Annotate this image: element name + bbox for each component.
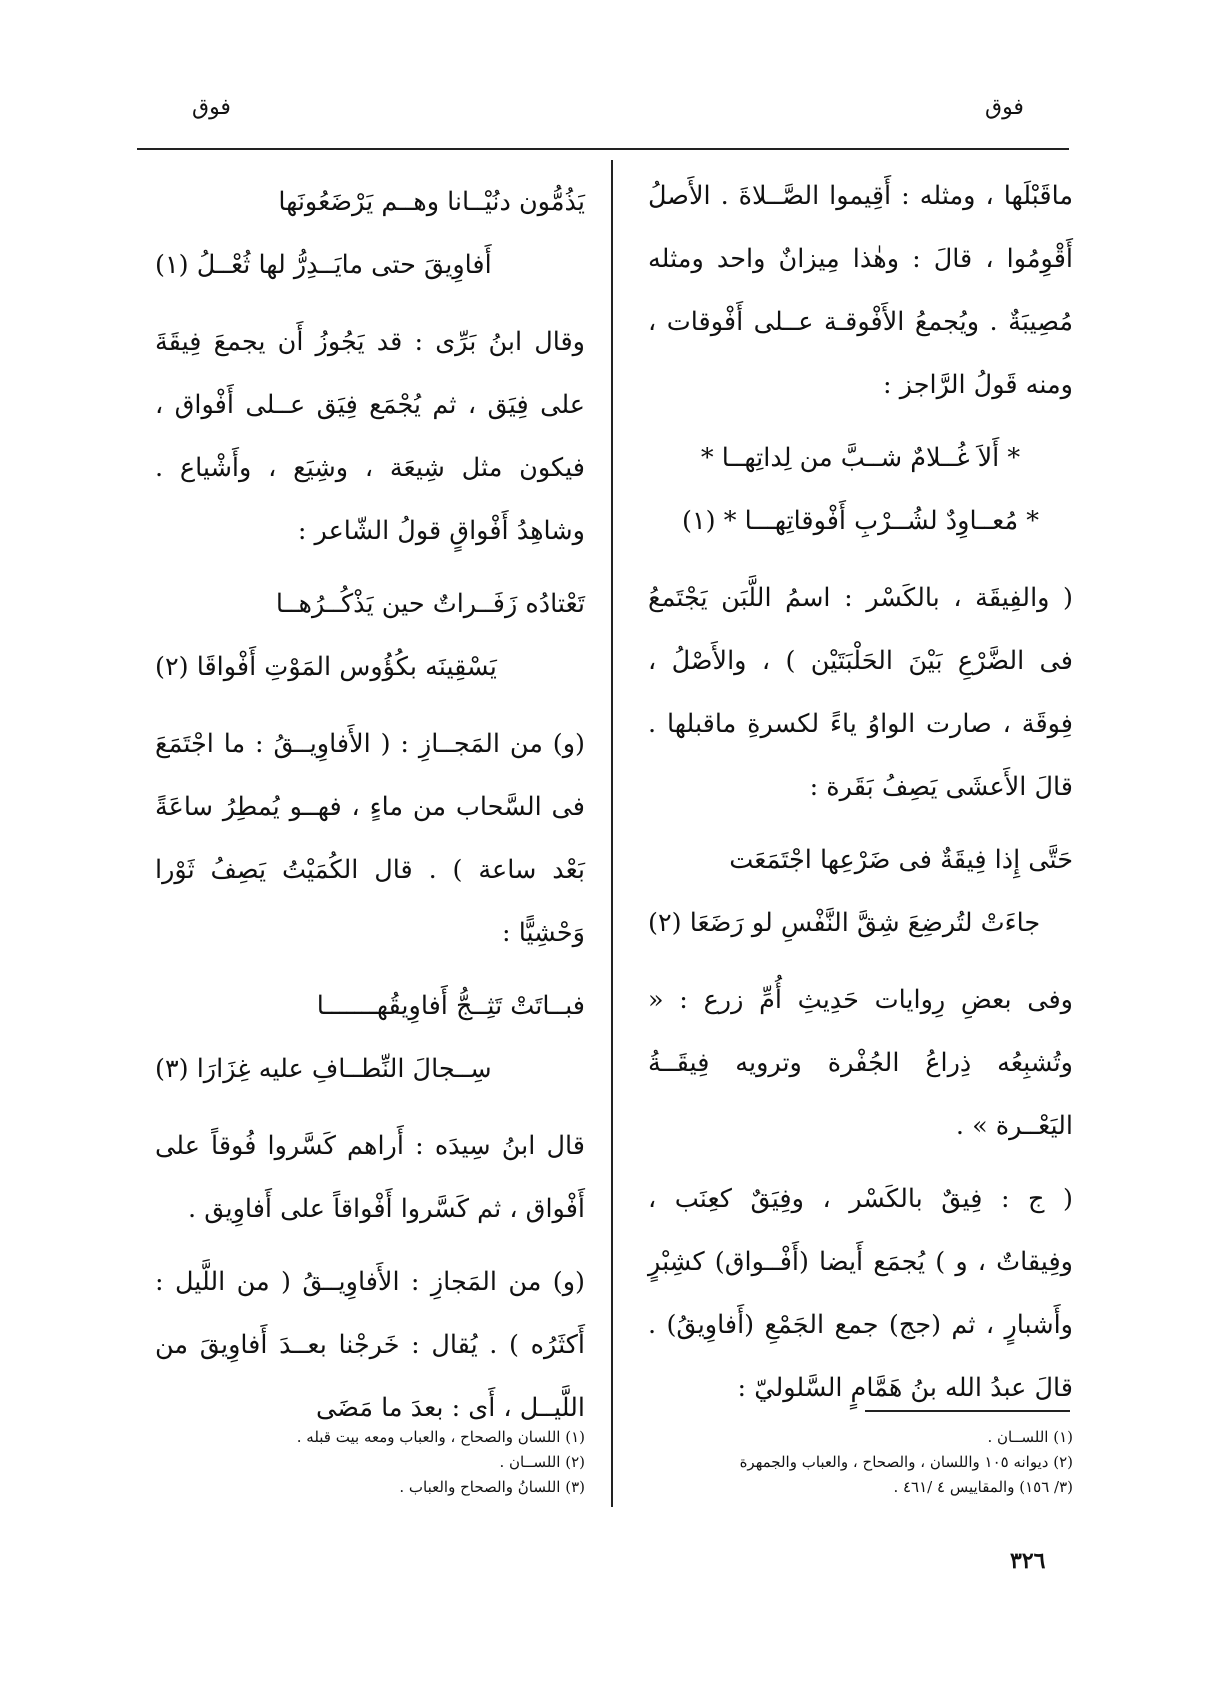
right-verse-1-line-1: * أَلاَ غُــلامٌ شــبَّ من لِداتِهــا * xyxy=(700,443,1021,473)
footnote-left-2: (٢) اللســان . xyxy=(499,1453,585,1471)
right-verse-2 xyxy=(648,829,1073,955)
right-verse-1-line-2: * مُعــاوِدٌ لشُــرْبِ أَفْوقاتِهـــا * (١) xyxy=(682,506,1039,536)
running-header-right: فوق xyxy=(985,95,1024,120)
left-verse-1-line-1: يَذُمُّون دنُيْــانا وهــم يَرْضَعُونَها xyxy=(278,187,585,217)
right-verse-2-line-1: حَتَّى إِذا فِيقَةٌ فى ضَرْعِها اجْتَمَعَت xyxy=(729,845,1073,875)
right-paragraph-2: ( والفِيقَة ، بالكَسْر : اسمُ اللَّبَن يَجْتَمعُ فى الضَّرْعِ بَيْنَ الحَلْبَتَيْن ) ، والأَصْلُ ، فِوقَة ، صارت الواوُ ياءً لكسرةِ ماقبلها . قالَ الأَعشَى يَصِفُ بَقَرة : xyxy=(648,583,1073,802)
footnote-left-3: (٣) اللسانُ والصحاح والعباب . xyxy=(399,1478,585,1496)
right-paragraph-4: ( ج : فِيقٌ بالكَسْر ، وفِيَقٌ كعِنَب ، وفِيقاتٌ ، و ) يُجمَع أَيضا (أَفْــواق) كشِبْرٍ وأَشبارٍ ، ثم (جج) جمع الجَمْعِ (أَفاوِيقُ) . قالَ عبدُ الله بنُ هَمَّامٍ السَّلوليّ : xyxy=(648,1184,1073,1403)
left-verse-2-line-1: تَعْتادُه زَفَــراتٌ حين يَذْكُــرُهــا xyxy=(275,589,585,619)
running-header-left: فوق xyxy=(192,95,231,120)
footnote-right-2: (٢) ديوانه ١٠٥ واللسان ، والصحاح ، والعباب والجمهرة xyxy=(739,1453,1073,1471)
header-rule xyxy=(137,148,1069,150)
footnotes-right xyxy=(648,1425,1073,1500)
column-divider xyxy=(611,160,613,1507)
left-verse-3 xyxy=(155,975,585,1101)
footnote-right-1: (١) اللســان . xyxy=(987,1428,1073,1446)
left-verse-3-line-1: فبــاتَتْ تَثِــجُّ أَفاوِيقُهـــــــا xyxy=(316,991,585,1021)
left-paragraph-3: قال ابنُ سِيدَه : أَراهم كَسَّروا فُوقاً على أَفْواق ، ثم كَسَّروا أَفْواقاً على أَفاوِيق . xyxy=(155,1131,585,1224)
left-paragraph-2: (و) من المَجــازِ : ( الأَفاوِيــقُ : ما اجْتَمَعَ فى السَّحاب من ماءٍ ، فهــو يُمطِرُ ساعَةً بَعْد ساعة ) . قال الكُمَيْتُ يَصِفُ ثَوْرا وَحْشِيًّا : xyxy=(155,729,585,948)
left-verse-3-line-2: سِــجالَ النِّطــافِ عليه غِزَارَا (٣) xyxy=(155,1054,492,1084)
right-column xyxy=(648,165,1073,1430)
right-verse-1 xyxy=(648,427,1073,553)
left-verse-2 xyxy=(155,573,585,699)
left-paragraph-4: (و) من المَجازِ : الأَفاوِيــقُ ( من اللَّيل : أَكثَرُه ) . يُقال : خَرجْنا بعــدَ أَفاوِيقَ من اللَّيــل ، أَى : بعدَ ما مَضَى xyxy=(155,1267,585,1423)
footnotes-left xyxy=(155,1425,585,1500)
right-paragraph-3: وفى بعضِ رِوايات حَدِيثِ أُمِّ زرع : « وتُشبِعُه ذِراعُ الجُفْرة وترويه فِيقَــةُ اليَعْــرة » . xyxy=(648,985,1073,1141)
left-column xyxy=(155,165,585,1450)
left-verse-1-line-2: أَفاوِيقَ حتى مايَــدِرُّ لها ثُعْــلُ (١) xyxy=(155,250,492,280)
left-verse-1 xyxy=(155,171,585,297)
left-verse-2-line-2: يَسْقِينَه بكُؤُوس المَوْتِ أَفْواقَا (٢) xyxy=(155,652,497,682)
right-paragraph-1: ماقَبْلَها ، ومثله : أَقِيموا الصَّــلاةَ . الأَصلُ أَقْوِمُوا ، قالَ : وهٰذا مِيزانٌ واحد ومثله مُصِيبَةٌ . ويُجمعُ الأَفْوقـة عــلى أَفْوقات ، ومنه قَولُ الرَّاجز : xyxy=(648,181,1073,400)
page-number: ٣٢٦ xyxy=(1010,1548,1046,1574)
right-verse-2-line-2: جاءَتْ لتُرضِعَ شِقَّ النَّفْسِ لو رَضَعَا (٢) xyxy=(648,908,1041,938)
left-paragraph-1: وقال ابنُ بَرِّى : قد يَجُوزُ أَن يجمعَ فِيقَةَ على فِيَق ، ثم يُجْمَع فِيَق عــلى أَفْواق ، فيكون مثل شِيعَة ، وشِيَع ، وأَشْياع . وشاهِدُ أَفْواقٍ قولُ الشّاعر : xyxy=(155,327,585,546)
footnote-rule xyxy=(865,1410,1070,1412)
footnote-left-1: (١) اللسان والصحاح ، والعباب ومعه بيت قبله . xyxy=(296,1428,585,1446)
footnote-right-3: (٣/ ١٥٦) والمقاييس ٤ /٤٦١ . xyxy=(893,1478,1073,1496)
